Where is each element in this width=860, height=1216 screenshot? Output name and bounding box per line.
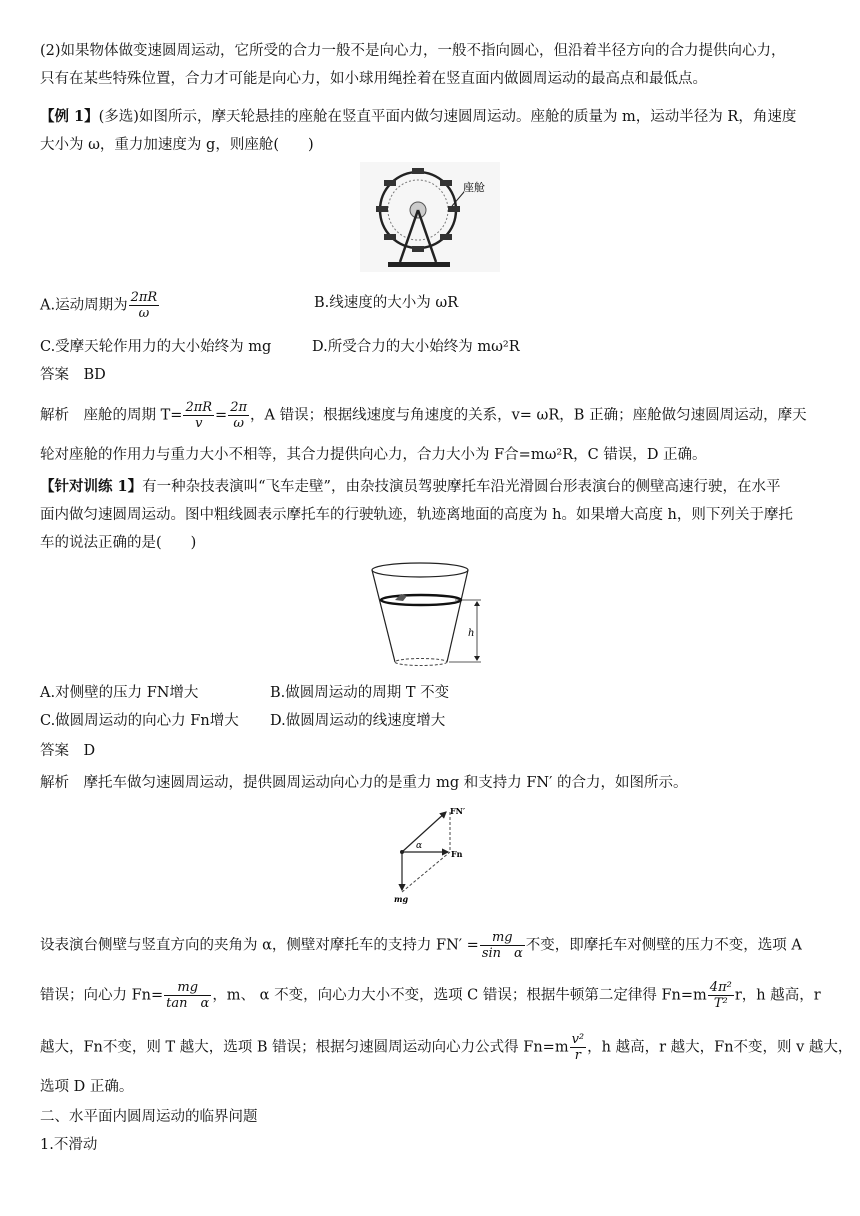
answer-2: 答案 D — [40, 743, 96, 759]
solution-2-line-4-num: v² — [571, 1032, 585, 1047]
height-label: h — [468, 628, 475, 639]
solution-2-line-2-pre: 设表演台侧壁与竖直方向的夹角为 α，侧壁对摩托车的支持力 FN′ = — [40, 937, 479, 954]
solution-2-line-3-num-1: mg — [164, 980, 211, 996]
section-2-item-1: 1.不滑动 — [40, 1137, 98, 1153]
training-1-text-1: 有一种杂技表演叫“飞车走壁”，由杂技演员驾驶摩托车沿光滑圆台形表演台的侧壁高速行驶，在水平 — [142, 479, 781, 495]
option-a-1-num: 2πR — [130, 290, 158, 305]
alpha-label: α — [416, 841, 423, 851]
training-1-tag: 【针对训练 1】 — [40, 478, 143, 495]
solution-2-line-3-mid: ，m、 α 不变，向心力大小不变，选项 C 错误；根据牛顿第二定律得 Fn=m — [212, 987, 707, 1004]
fn-label: Fn — [451, 849, 463, 859]
option-a-1-fraction — [129, 290, 160, 321]
solution-2-line-4 — [40, 1032, 852, 1063]
solution-2-line-3-den-1: tan α — [166, 996, 210, 1011]
solution-2-line-1: 解析 摩托车做匀速圆周运动，提供圆周运动向心力的是重力 mg 和支持力 FN′ 的合力，如图所示。 — [40, 775, 688, 791]
solution-2-line-3-frac-2 — [708, 980, 734, 1011]
option-b-1: B.线速度的大小为 ωR — [314, 295, 459, 311]
solution-2-line-3-pre: 错误；向心力 Fn= — [40, 987, 164, 1004]
training-1-line-1 — [40, 476, 780, 498]
solution-2-line-3-num-2: 4π² — [709, 980, 732, 995]
force-diagram — [390, 800, 480, 906]
cabin-label: 座舱 — [463, 182, 485, 194]
solution-2-line-3-den-2: T² — [713, 996, 728, 1011]
solution-1-frac-2 — [228, 400, 249, 431]
example-1-line-1 — [40, 106, 796, 128]
training-1-line-3: 车的说法正确的是( ) — [40, 535, 197, 551]
mg-label: mg — [394, 894, 409, 904]
solution-2-line-2-frac — [480, 930, 525, 961]
solution-2-line-3 — [40, 980, 821, 1011]
solution-2-line-3-post: r，h 越高，r — [734, 987, 821, 1004]
training-1-line-2: 面内做匀速圆周运动。图中粗线圆表示摩托车的行驶轨迹，轨迹离地面的高度为 h。如果增大高度 h，则下列关于摩托 — [40, 507, 793, 523]
solution-2-line-4-frac — [570, 1032, 587, 1063]
option-b-2: B.做圆周运动的周期 T 不变 — [270, 685, 450, 701]
example-1-tag: 【例 1】 — [40, 108, 99, 125]
option-a-1-text: A.运动周期为 — [40, 297, 128, 314]
solution-2-line-2-den: sin α — [481, 946, 523, 961]
option-c-2: C.做圆周运动的向心力 Fn增大 — [40, 713, 239, 729]
option-c-1: C.受摩天轮作用力的大小始终为 mg — [40, 339, 272, 355]
solution-1-frac-2-num: 2π — [230, 400, 248, 415]
solution-1-post: ，A 错误；根据线速度与角速度的关系，v= ωR，B 正确；座舱做匀速圆周运动，摩天 — [250, 407, 807, 424]
fn-prime-label: FN′ — [450, 806, 466, 816]
solution-2-line-4-post: ，h 越高，r 越大，Fn不变，则 v 越大， — [587, 1039, 853, 1056]
solution-1-frac-2-den: ω — [233, 416, 244, 431]
para-line-2: 只有在某些特殊位置，合力才可能是向心力，如小球用绳拴着在竖直面内做圆周运动的最高点和最低点。 — [40, 71, 707, 87]
ferris-wheel-figure — [360, 162, 500, 272]
solution-1-eq: = — [215, 407, 228, 424]
option-d-2: D.做圆周运动的线速度增大 — [270, 713, 446, 729]
solution-2-line-2 — [40, 930, 802, 961]
answer-1: 答案 BD — [40, 367, 106, 383]
solution-1-pre: 解析 座舱的周期 T= — [40, 407, 183, 424]
example-1-line-2: 大小为 ω，重力加速度为 g，则座舱( ) — [40, 137, 314, 153]
solution-1-frac-1 — [183, 400, 214, 431]
solution-2-line-2-num: mg — [480, 930, 525, 946]
section-2-heading: 二、水平面内圆周运动的临界问题 — [40, 1109, 258, 1125]
solution-2-line-5: 选项 D 正确。 — [40, 1079, 134, 1095]
solution-1-frac-1-den: v — [195, 416, 203, 431]
example-1-text-1: (多选)如图所示，摩天轮悬挂的座舱在竖直平面内做匀速圆周运动。座舱的质量为 m，运动半径为 R，角速度 — [98, 109, 797, 125]
option-a-1-den: ω — [138, 306, 150, 321]
solution-2-line-2-post: 不变，即摩托车对侧壁的压力不变，选项 A — [525, 937, 802, 954]
para-line-1: (2)如果物体做变速圆周运动，它所受的合力一般不是向心力，一般不指向圆心，但沿着半径方向的合力提供向心力， — [40, 43, 786, 59]
solution-2-line-4-den: r — [574, 1048, 581, 1063]
solution-2-line-3-frac-1 — [164, 980, 211, 1011]
solution-1-line-2: 轮对座舱的作用力与重力大小不相等，其合力提供向心力，合力大小为 F合=mω²R，C 错误，D 正确。 — [40, 447, 707, 463]
option-d-1: D.所受合力的大小始终为 mω²R — [312, 339, 520, 355]
solution-1-frac-1-num: 2πR — [185, 400, 213, 415]
solution-2-line-4-pre: 越大，Fn不变，则 T 越大，选项 B 错误；根据匀速圆周运动向心力公式得 Fn=m — [40, 1039, 569, 1056]
cone-stage-figure — [365, 560, 495, 672]
solution-1-line-1 — [40, 400, 807, 431]
option-a-2: A.对侧壁的压力 FN增大 — [40, 685, 199, 701]
option-a-1 — [40, 290, 160, 321]
